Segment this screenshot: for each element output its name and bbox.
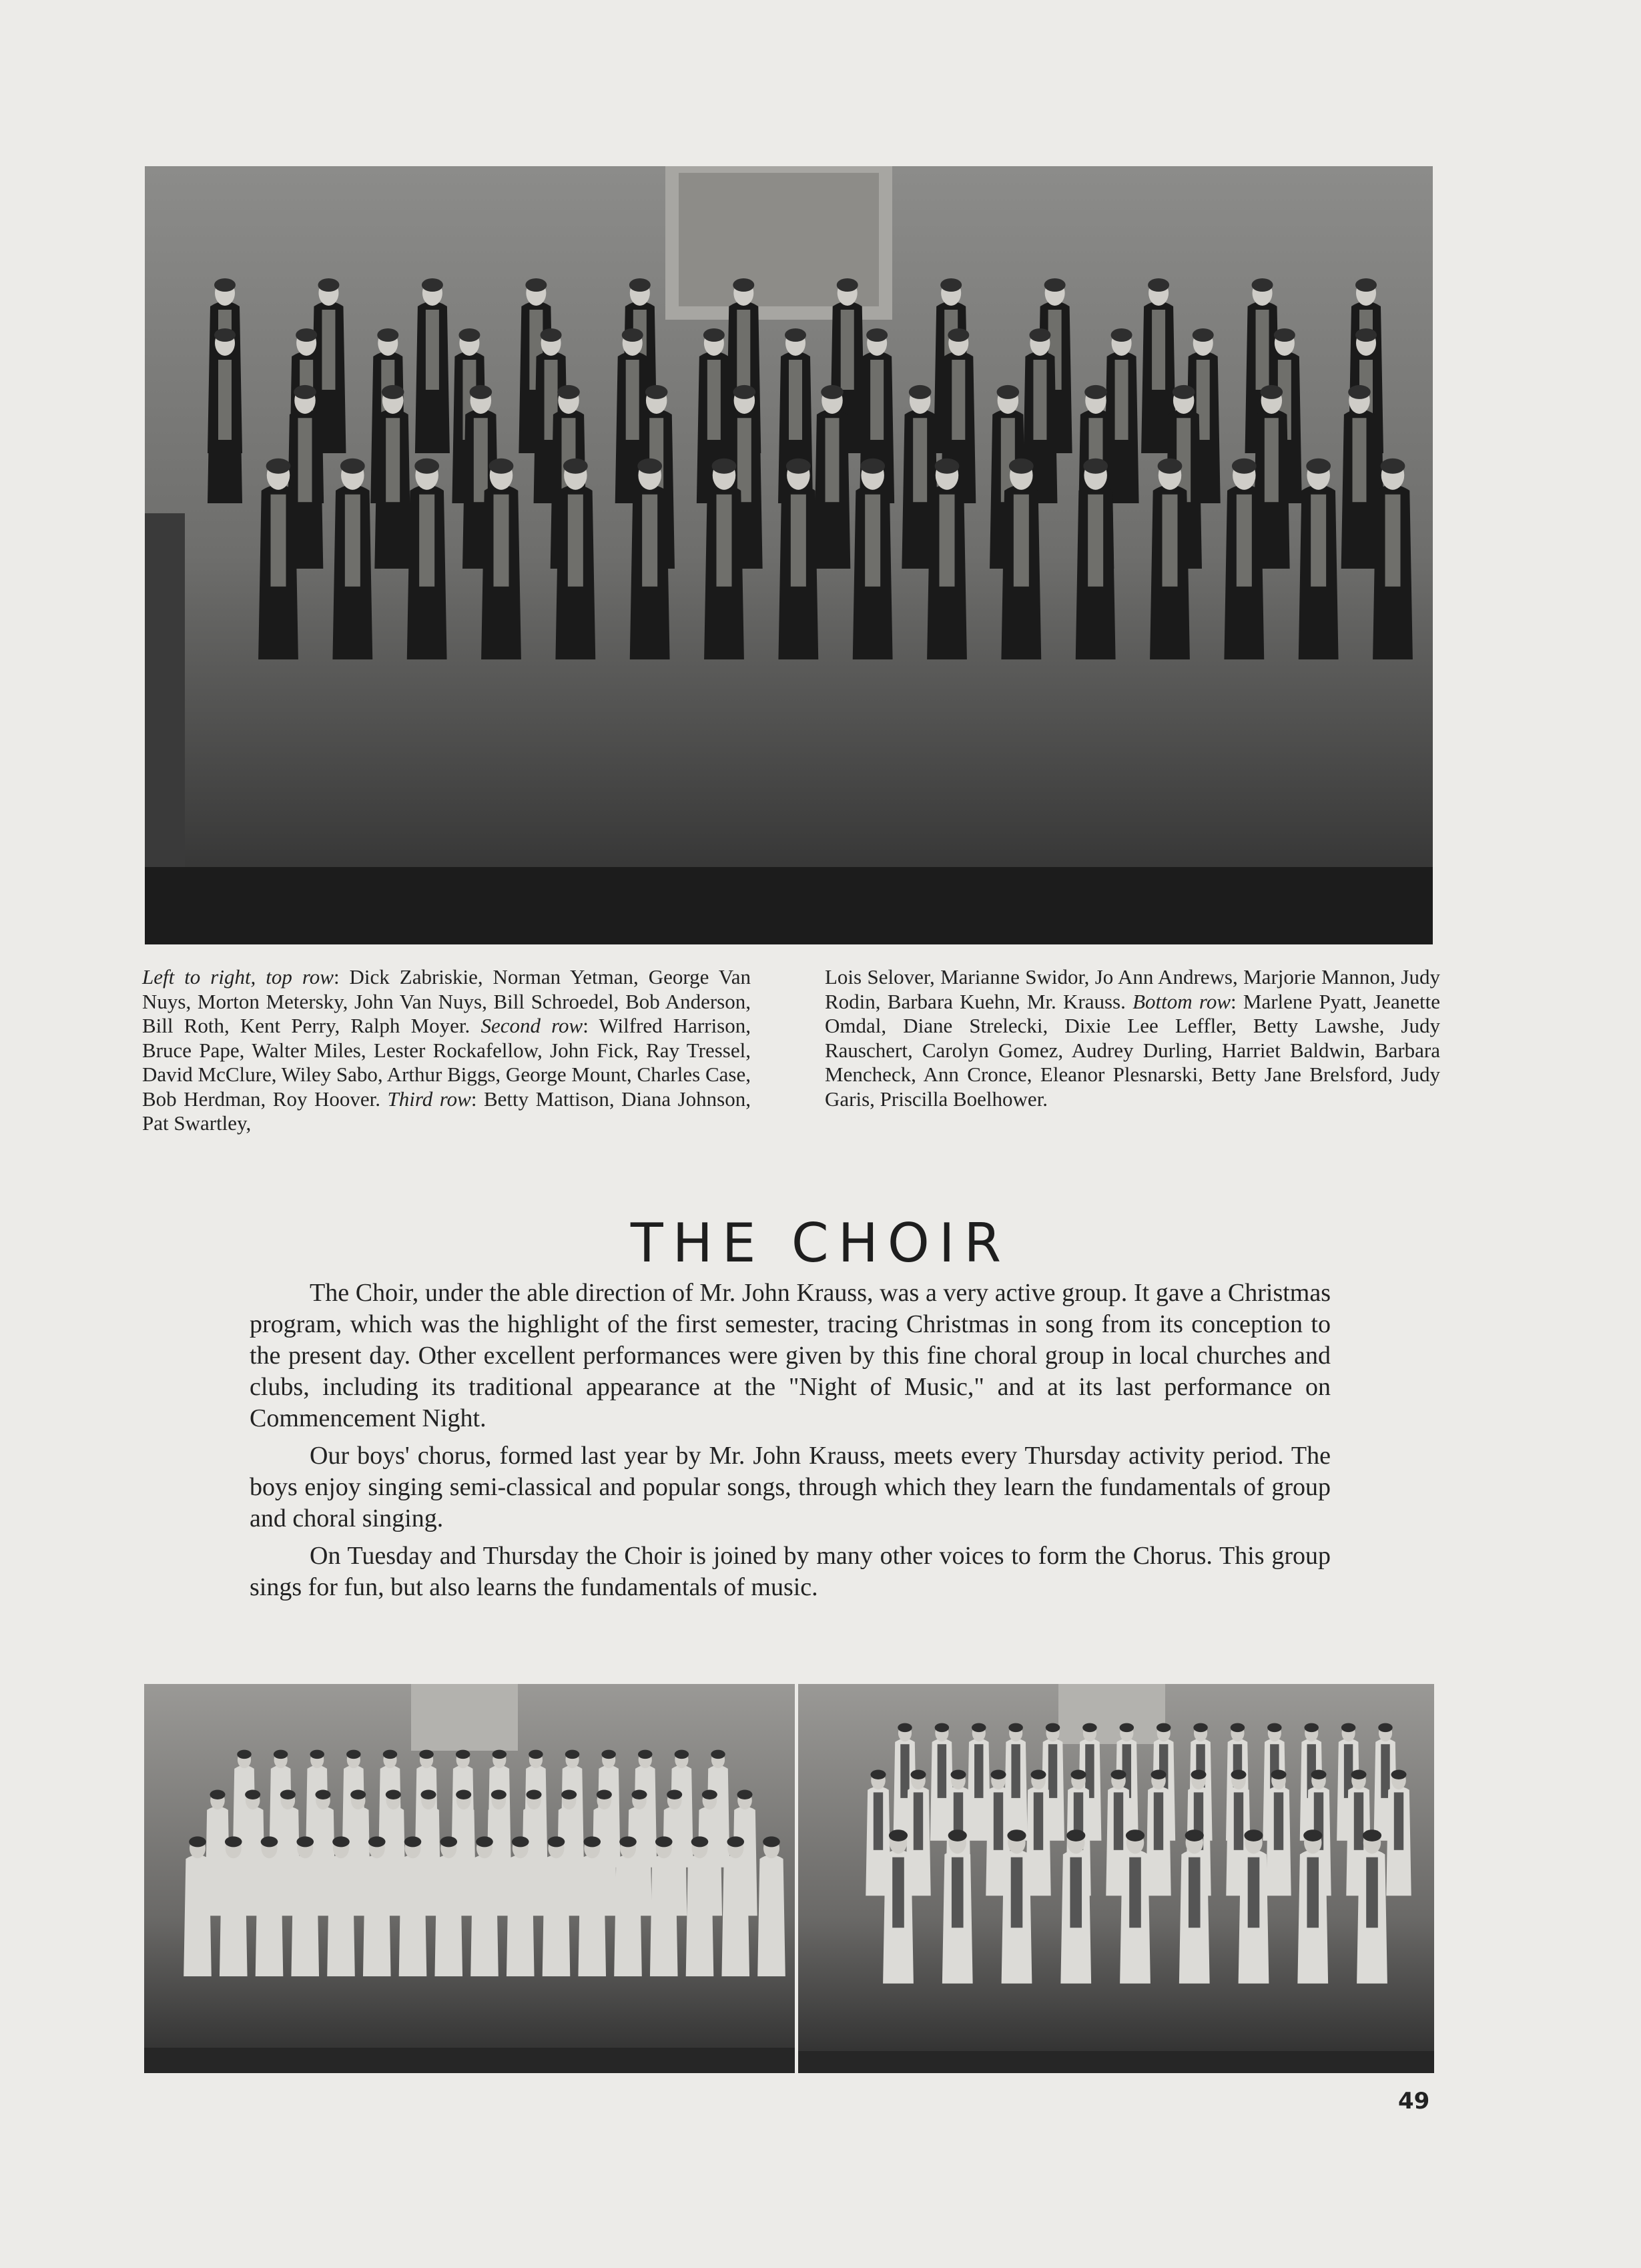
caption-second-row: : Wilfred Harrison, Bruce Pape, Walter Miles, Lester Rockafellow, John Fick, Ray Tressel, David McClure, Wiley Sabo, Arthur Biggs, George Mount, Charles Case, Bob Herdman, Roy Hoover. — [142, 1014, 751, 1111]
page-title: THE CHOIR — [630, 1212, 1011, 1274]
caption-third-row-part1: : Betty Mattison, Diana Johnson, Pat Swartley, — [142, 1087, 751, 1135]
paragraph-1: The Choir, under the able direction of Mr. John Krauss, was a very active group. It gave a Christmas program, which was the highlight of the first semester, tracing Christmas in song from its conception to the present day. Other excellent performances were given by this fine choral group in local churches and clubs, including its traditional appearance at the "Night of Music," and at its last performance on Commencement Night. — [250, 1279, 1331, 1432]
chorus-photo-left — [144, 1684, 795, 2073]
choir-photo — [145, 166, 1433, 944]
paragraph-2: Our boys' chorus, formed last year by Mr. John Krauss, meets every Thursday activity period. The boys enjoy singing semi-classical and popular songs, through which they learn the fundamentals of group and choral singing. — [250, 1442, 1331, 1532]
caption-top-row-label: Left to right, top row — [142, 965, 334, 988]
chorus-photo-right — [798, 1684, 1434, 2073]
chorus-photo-right-image — [798, 1684, 1434, 2073]
caption-left — [142, 965, 751, 1136]
article-body — [250, 1278, 1331, 1609]
page-number: 49 — [1398, 2088, 1430, 2114]
choir-photo-image — [145, 166, 1433, 944]
caption-third-row-part2: Lois Selover, Marianne Swidor, Jo Ann Andrews, Marjorie Mannon, Judy Rodin, Barbara Kuehn, Mr. Krauss. — [825, 965, 1440, 1013]
caption-bottom-row: : Marlene Pyatt, Jeanette Omdal, Diane Strelecki, Dixie Lee Leffler, Betty Lawshe, Judy Rauschert, Carolyn Gomez, Audrey Durling, Harriet Baldwin, Barbara Mencheck, Ann Cronce, Eleanor Plesnarski, Betty Jane Brelsford, Judy Garis, Priscilla Boelhower. — [825, 989, 1441, 1111]
chorus-photo-left-image — [144, 1684, 795, 2073]
caption-second-row-label: Second row — [480, 1014, 583, 1037]
caption-third-row-label: Third row — [387, 1087, 471, 1111]
caption-bottom-row-label: Bottom row — [1132, 989, 1231, 1013]
caption-right — [825, 965, 1440, 1111]
paragraph-3: On Tuesday and Thursday the Choir is joined by many other voices to form the Chorus. This group sings for fun, but also learns the fundamentals of music. — [250, 1542, 1331, 1601]
caption-top-row: : Dick Zabriskie, Norman Yetman, George Van Nuys, Morton Metersky, John Van Nuys, Bill Schroedel, Bob Anderson, Bill Roth, Kent Perry, Ralph Moyer. — [142, 965, 751, 1037]
